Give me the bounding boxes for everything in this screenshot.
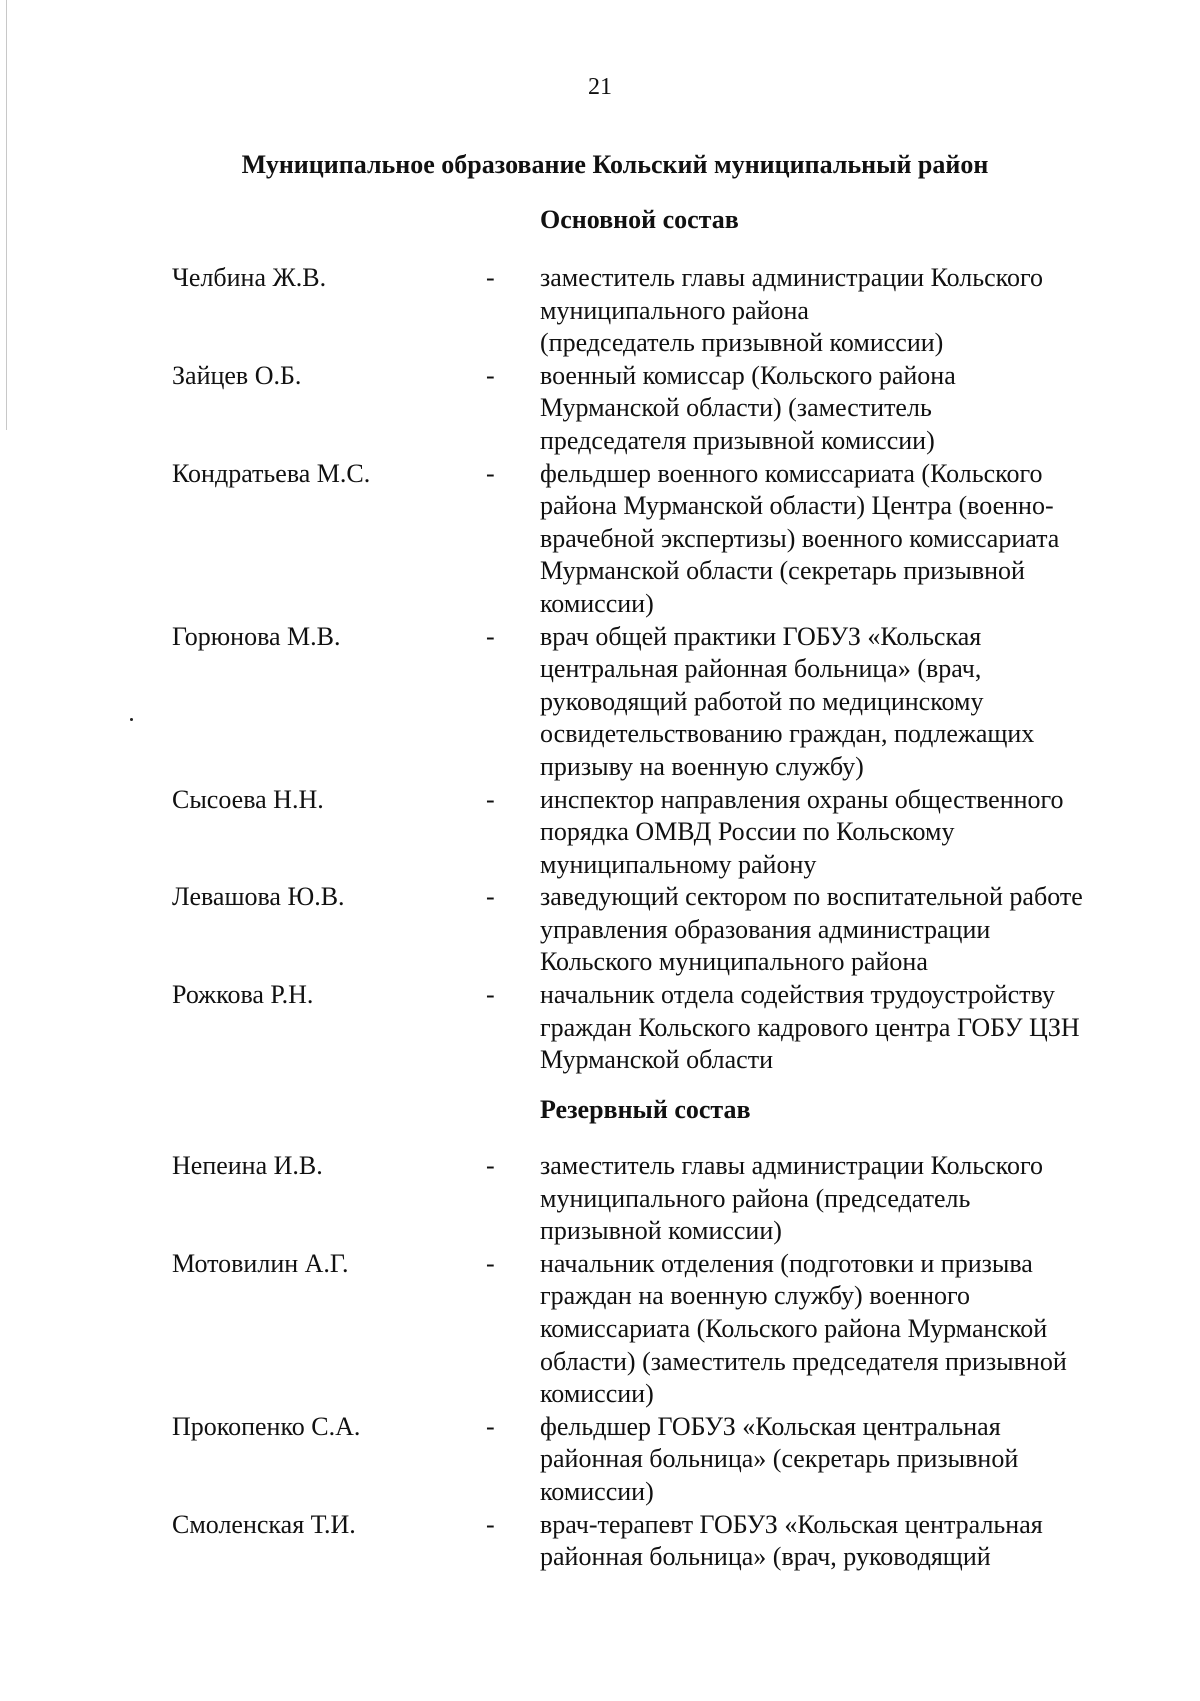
position-line: военный комиссар (Кольского района xyxy=(540,360,956,390)
position-line: фельдшер ГОБУЗ «Кольская центральная xyxy=(540,1411,1001,1441)
position-line: комиссии) xyxy=(540,588,654,618)
position-line: освидетельствованию граждан, подлежащих xyxy=(540,719,1035,749)
member-row xyxy=(172,1248,1172,1411)
position-line: муниципальному району xyxy=(540,849,817,879)
position-line: заместитель главы администрации Кольского xyxy=(540,263,1043,292)
position-line: порядка ОМВД России по Кольскому xyxy=(540,817,955,847)
position-line: заведующий сектором по воспитательной работе xyxy=(540,882,1083,912)
member-row xyxy=(172,1509,1172,1574)
position-line: комиссии) xyxy=(540,1379,654,1409)
position-line: председателя призывной комиссии) xyxy=(540,425,935,455)
position-line: Мурманской области (секретарь призывной xyxy=(540,556,1025,586)
member-dash: - xyxy=(486,1248,495,1278)
member-row xyxy=(172,881,1172,979)
member-row xyxy=(172,784,1172,882)
position-line: комиссариата (Кольского района Мурманской xyxy=(540,1313,1048,1343)
position-line: призывной комиссии) xyxy=(540,1216,782,1246)
member-position xyxy=(540,360,1140,458)
position-line: граждан на военную службу) военного xyxy=(540,1281,971,1311)
member-dash: - xyxy=(486,1151,495,1180)
member-dash: - xyxy=(486,980,495,1010)
position-line: района Мурманской области) Центра (военно- xyxy=(540,491,1054,521)
position-line: районная больница» (врач, руководящий xyxy=(540,1542,991,1572)
position-line: начальник отдела содействия трудоустройству xyxy=(540,980,1055,1010)
member-name: Рожкова Р.Н. xyxy=(172,980,314,1010)
position-line: граждан Кольского кадрового центра ГОБУ ЦЗН xyxy=(540,1012,1080,1042)
member-name: Горюнова М.В. xyxy=(172,621,341,651)
position-line: Кольского муниципального района xyxy=(540,947,928,977)
position-line: муниципального района xyxy=(540,295,809,325)
page-number: 21 xyxy=(588,74,612,100)
member-name: Челбина Ж.В. xyxy=(172,263,327,292)
section-heading-main: Основной состав xyxy=(540,205,739,234)
member-list-main xyxy=(172,262,1172,1077)
position-line: врач общей практики ГОБУЗ «Кольская xyxy=(540,621,982,651)
member-name: Зайцев О.Б. xyxy=(172,360,302,390)
position-line: руководящий работой по медицинскому xyxy=(540,686,984,716)
member-row xyxy=(172,1411,1172,1509)
member-row xyxy=(172,360,1172,458)
member-position xyxy=(540,1411,1140,1509)
section-heading-reserve: Резервный состав xyxy=(540,1095,751,1124)
position-line: районная больница» (секретарь призывной xyxy=(540,1444,1019,1474)
position-line: Мурманской области xyxy=(540,1045,773,1075)
position-line: управления образования администрации xyxy=(540,914,991,944)
member-position xyxy=(540,458,1140,621)
position-line: муниципального района (председатель xyxy=(540,1183,971,1213)
document-title: Муниципальное образование Кольский муниципальный район xyxy=(241,150,989,179)
member-position xyxy=(540,881,1140,979)
member-dash: - xyxy=(486,1509,495,1539)
position-line: фельдшер военного комиссариата (Кольского xyxy=(540,458,1043,488)
member-name: Кондратьева М.С. xyxy=(172,458,371,488)
position-line: центральная районная больница» (врач, xyxy=(540,654,982,684)
member-position xyxy=(540,1248,1140,1411)
member-position xyxy=(540,621,1140,784)
position-line: начальник отделения (подготовки и призыва xyxy=(540,1248,1033,1278)
scan-edge-line xyxy=(6,0,7,430)
member-row xyxy=(172,458,1172,621)
member-name: Прокопенко С.А. xyxy=(172,1411,361,1441)
position-line: области) (заместитель председателя призывной xyxy=(540,1346,1067,1376)
member-name: Сысоева Н.Н. xyxy=(172,784,324,814)
member-dash: - xyxy=(486,621,495,651)
member-name: Смоленская Т.И. xyxy=(172,1509,356,1539)
position-line: комиссии) xyxy=(540,1476,654,1506)
position-line: призыву на военную службу) xyxy=(540,751,864,781)
position-line: врачебной экспертизы) военного комиссариата xyxy=(540,523,1060,553)
member-name: Левашова Ю.В. xyxy=(172,882,345,912)
member-dash: - xyxy=(486,360,495,390)
member-dash: - xyxy=(486,1411,495,1441)
member-row xyxy=(172,621,1172,784)
member-position xyxy=(540,979,1140,1077)
member-name: Непеина И.В. xyxy=(172,1151,323,1180)
member-dash: - xyxy=(486,263,495,292)
member-list-reserve xyxy=(172,1150,1172,1574)
member-position xyxy=(540,784,1140,882)
member-dash: - xyxy=(486,458,495,488)
position-line: Мурманской области) (заместитель xyxy=(540,393,932,423)
scan-speck xyxy=(130,718,133,721)
position-line: инспектор направления охраны общественного xyxy=(540,784,1064,814)
position-line: заместитель главы администрации Кольского xyxy=(540,1151,1043,1180)
position-line: врач-терапевт ГОБУЗ «Кольская центральная xyxy=(540,1509,1043,1539)
member-name: Мотовилин А.Г. xyxy=(172,1248,349,1278)
member-row xyxy=(172,979,1172,1077)
position-line: (председатель призывной комиссии) xyxy=(540,328,944,358)
member-row xyxy=(172,262,1172,360)
member-dash: - xyxy=(486,882,495,912)
member-row xyxy=(172,1150,1172,1248)
member-dash: - xyxy=(486,784,495,814)
member-position xyxy=(540,1509,1140,1574)
member-position xyxy=(540,1150,1140,1248)
member-position xyxy=(540,262,1140,360)
